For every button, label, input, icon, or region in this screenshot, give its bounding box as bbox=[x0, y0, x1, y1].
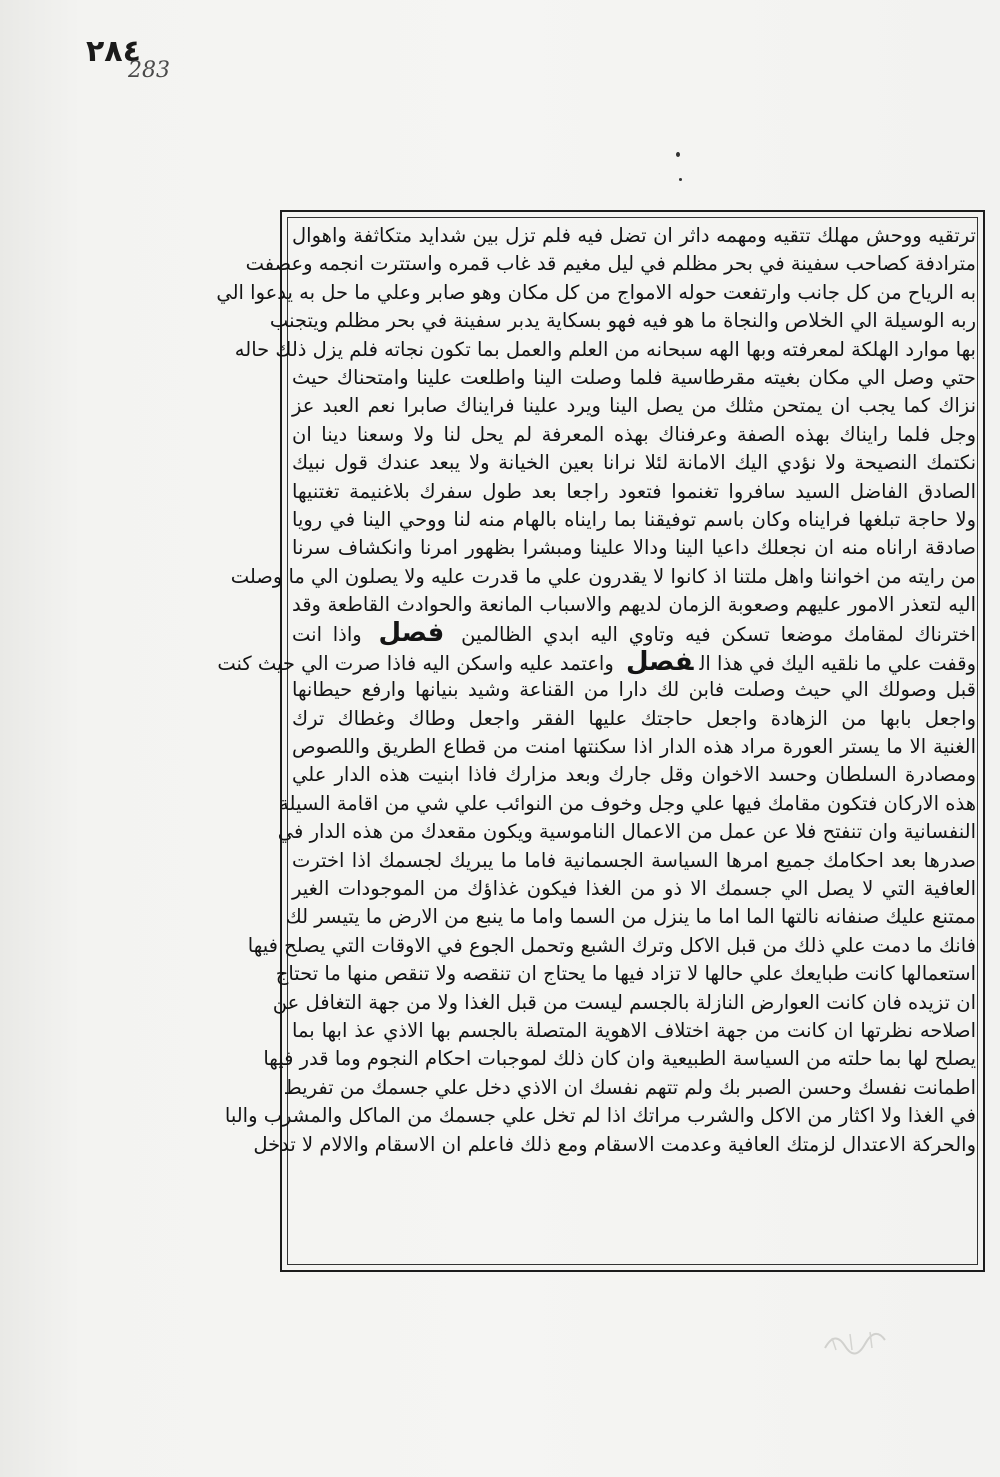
folio-number-pencil: 283 bbox=[128, 58, 170, 83]
manuscript-line: نكتمك النصيحة ولا نؤدي اليك الامانة لئلا نرانا بعين الخيانة ولا يبعد عندك قول نبيك bbox=[292, 451, 976, 475]
manuscript-line: في الغذا ولا اكثار من الاكل والشرب مراتك اذا لم تخل علي جسمك من الماكل والمشرب والبا bbox=[224, 1104, 976, 1128]
manuscript-line: هذه الاركان فتكون مقامك فيها علي وجل وخوف من النوائب علي شي من اقامة السيلة bbox=[279, 791, 976, 815]
manuscript-line: صادقة اراناه منه ان نجعلك داعيا الينا ودالا علينا ومبشرا بظهور امرنا وانكشاف سرنا bbox=[292, 536, 976, 560]
ink-speck bbox=[676, 152, 680, 157]
faint-library-stamp bbox=[820, 1320, 890, 1360]
manuscript-line: اصلاحه نظرتها ان كانت من جهة اختلاف الاهوية المتصلة بالجسم بها الاذي عذ ابها بما bbox=[292, 1018, 976, 1042]
manuscript-line: قبل وصولك الي حيث وصلت فابن لك دارا من القناعة وشيد بنيانها وارفع حيطانها bbox=[292, 678, 976, 702]
manuscript-text-block bbox=[216, 222, 977, 1262]
manuscript-line: استعمالها كانت طبايعك علي حالها لا تزاد فيها ما يحتاج ان تنقصه ولا تنقص منها ما تحتاج bbox=[275, 962, 976, 986]
manuscript-line: الصادق الفاضل السيد سافروا تغنموا فتعود راجعا بعد طول سفرك بلاغنيمة تغتنيها bbox=[292, 479, 976, 503]
section-heading: فصل bbox=[378, 618, 445, 649]
manuscript-line: النفسانية وان تنفتح فلا عن عمل من الاعمال الناموسية ويكون مقعدك من هذه الدار في bbox=[277, 820, 976, 844]
manuscript-line: العافية التي لا يصل الي جسمك الا ذو من الغذا فيكون غذاؤك من الموجودات الغير bbox=[292, 876, 976, 900]
manuscript-line: ربه الوسيلة الي الخلاص والنجاة ما هو فيه فهو بسكاية يدبر سفينة في بحر مظلم ويتجنب bbox=[269, 309, 976, 333]
manuscript-line: حتي وصل الي مكان بغيته مقرطاسية فلما وصلت الينا واطلعت علينا وامتحناك حيث bbox=[292, 365, 976, 389]
section-heading: فصل bbox=[625, 646, 694, 677]
manuscript-line: اليه لتعذر الامور عليهم وصعوبة الزمان لديهم والاسباب المانعة والحوادث القاطعة وقد bbox=[292, 593, 976, 617]
manuscript-line: والحركة الاعتدال لزمتك العافية وعدمت الاسقام ومع ذلك فاعلم ان الاسقام والالام لا تدخل bbox=[253, 1132, 976, 1156]
manuscript-line: الغنية الا ما يستر العورة مراد هذه الدار اذا سكنتها امنت من قطاع الطريق واللصوص bbox=[292, 735, 976, 759]
manuscript-line: ومصادرة السلطان وحسد الاخوان وقل جارك وبعد مزارك فاذا ابنيت هذه الدار علي bbox=[292, 763, 976, 787]
manuscript-line: مترادفة كصاحب سفينة في بحر مظلم في ليل مغيم قد غاب قمره واستترت انجمه وعصفت bbox=[245, 252, 976, 276]
manuscript-line: ممتنع عليك صنفانه نالتها الما اما ما ينزل من السما واما ما ينبع من الارض ما يتيسر لك bbox=[285, 905, 976, 929]
manuscript-line: فانك ما دمت علي ذلك من قبل الاكل وترك الشبع وتحمل الجوع في الاوقات التي يصلح فيها bbox=[247, 933, 976, 957]
manuscript-line: به الرياح من كل جانب وارتفعت حوله الامواج من كل مكان وهو صابر وعلي ما حل به يدعوا الي bbox=[216, 280, 976, 304]
manuscript-line: ترتقيه ووحش مهلك تتقيه ومهمه داثر ان تضل فيه فلم تزل بين شدايد متكاثفة واهوال bbox=[292, 224, 976, 247]
manuscript-line: وقفت علي ما نلقيه اليك في هذا الفصل واعتمد عليه واسكن اليه فاذا صرت الي حيث كنت bbox=[217, 646, 976, 677]
manuscript-line: واجعل بابها من الزهادة واجعل حاجتك عليها الفقر واجعل وطاك وغطاك ترك bbox=[292, 706, 976, 730]
manuscript-line: اخترناك لمقامك موضعا تسكن فيه وتاوي اليه ابدي الظالمين فصل واذا انت bbox=[292, 618, 977, 649]
manuscript-line: اطمانت نفسك وحسن الصبر بك ولم تتهم نفسك ان الاذي دخل علي جسمك من تفريط bbox=[283, 1075, 976, 1099]
folio-number-arabic: ٢٨٤ bbox=[86, 34, 141, 69]
ink-speck bbox=[679, 178, 682, 181]
manuscript-line: ان تزيده فان كانت العوارض النازلة بالجسم ليست من قبل الغذا ولا من جهة التغافل عن bbox=[272, 990, 976, 1014]
manuscript-line: من رايته من اخواننا واهل ملتنا اذ كانوا لا يقدرون علي ما قدرت عليه ولا يصلون الي ما وصلت bbox=[230, 564, 976, 588]
manuscript-line: صدرها بعد احكامك جميع امرها السياسة الجسمانية فاما ما يبريك لجسمك اذا اخترت bbox=[292, 848, 976, 872]
manuscript-line: ولا حاجة تبلغها فرايناه وكان باسم توفيقنا بما رايناه بالهام منه لنا ووحي الينا في رويا bbox=[292, 507, 976, 531]
manuscript-line: وجل فلما رايناك بهذه الصفة وعرفناك بهذه المعرفة لم يحل لنا ولا وسعنا دينا ان bbox=[292, 422, 976, 446]
manuscript-line: يصلح لها بما حلته من السياسة الطبيعية وان كان ذلك لموجبات احكام النجوم وما قدر فيها bbox=[263, 1047, 976, 1071]
manuscript-line: نزاك كما يجب ان يمتحن مثلك من يصل الينا ويرد علينا فرايناك صابرا نعم العبد عز bbox=[292, 394, 976, 418]
manuscript-line: بها موارد الهلكة لمعرفته وبها الهه سبحانه من العلم والعمل بما تكون نجاته فلم يزل ذلك حاله bbox=[234, 337, 976, 361]
